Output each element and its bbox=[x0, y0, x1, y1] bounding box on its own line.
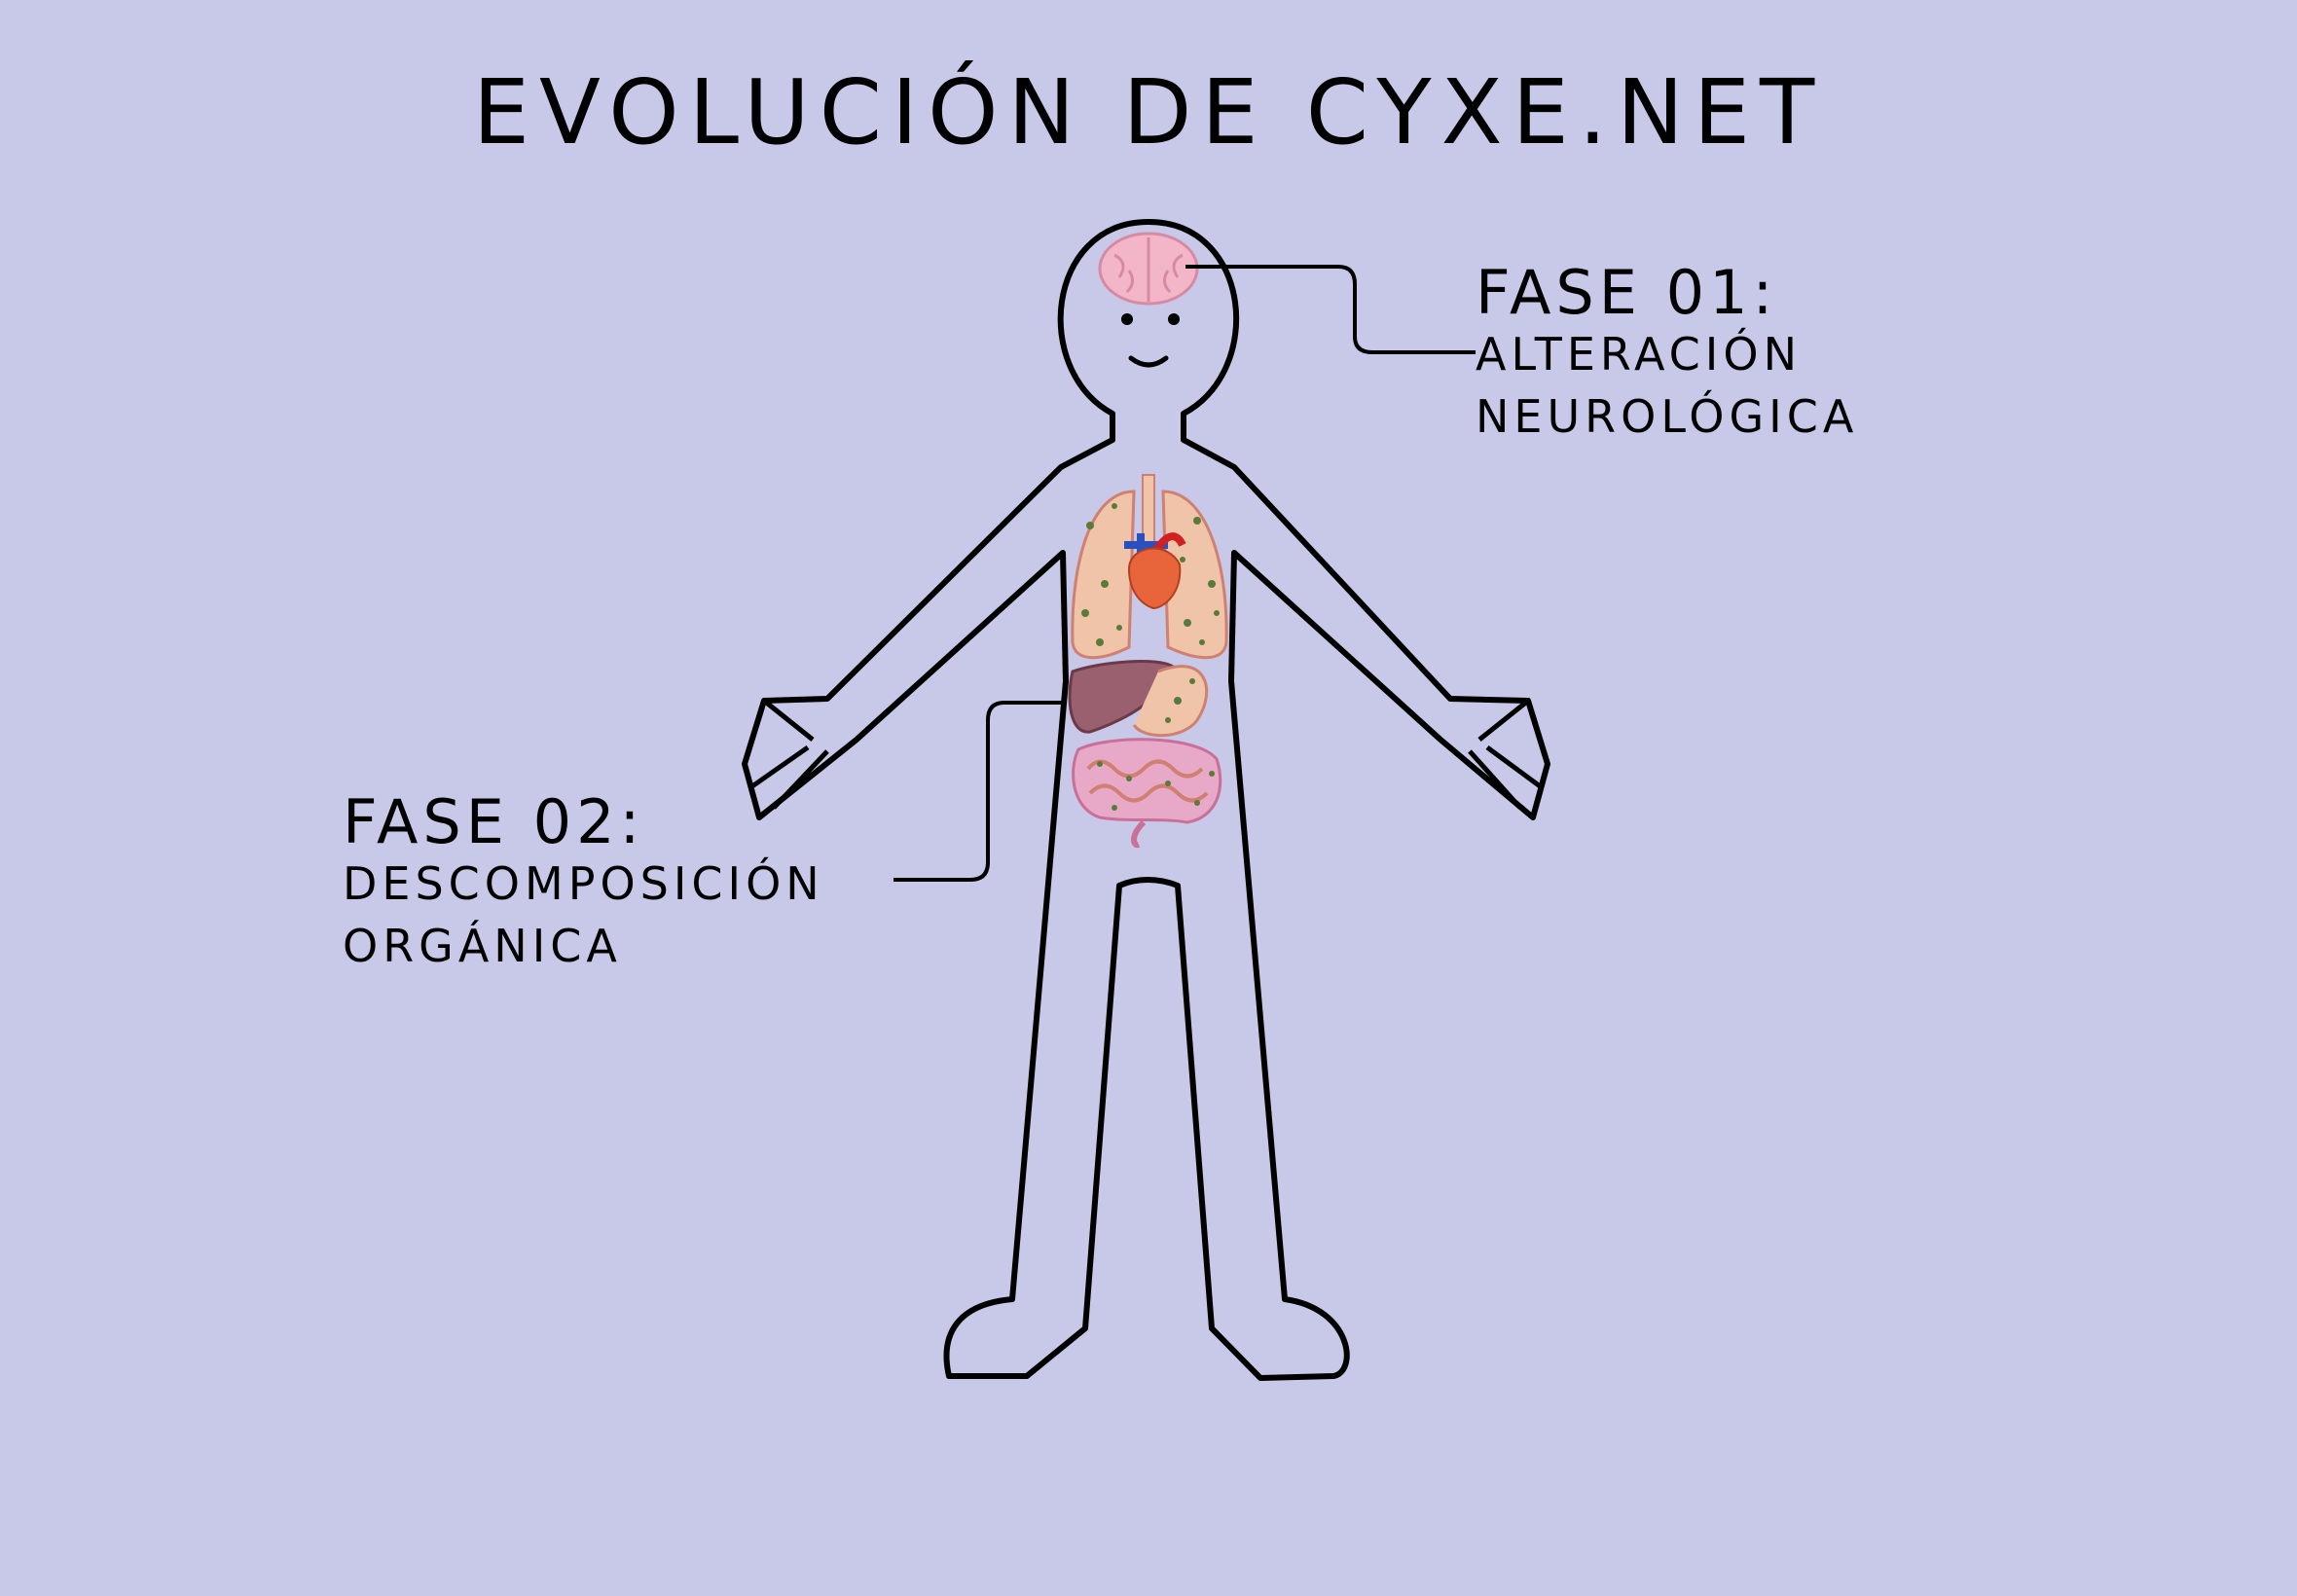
phase-02-heading: FASE 02: bbox=[343, 786, 645, 857]
smile bbox=[1131, 358, 1166, 365]
brain-icon bbox=[1100, 234, 1197, 304]
right-eye bbox=[1168, 313, 1180, 325]
phase-01-line2: NEUROLÓGICA bbox=[1476, 389, 1859, 443]
page-title: EVOLUCIÓN DE CYXE.NET bbox=[472, 60, 1825, 164]
intestine-icon bbox=[1074, 740, 1221, 845]
phase-02-label bbox=[343, 786, 824, 977]
left-eye bbox=[1121, 313, 1133, 325]
fase02-leader-line bbox=[893, 703, 1066, 880]
face bbox=[1121, 313, 1180, 365]
phase-02-line2: ORGÁNICA bbox=[343, 919, 622, 972]
phase-01-line1: ALTERACIÓN bbox=[1476, 328, 1802, 381]
phase-02-line1: DESCOMPOSICIÓN bbox=[343, 857, 824, 911]
phase-01-label bbox=[1476, 257, 1859, 448]
phase-01-heading: FASE 01: bbox=[1476, 257, 1778, 328]
